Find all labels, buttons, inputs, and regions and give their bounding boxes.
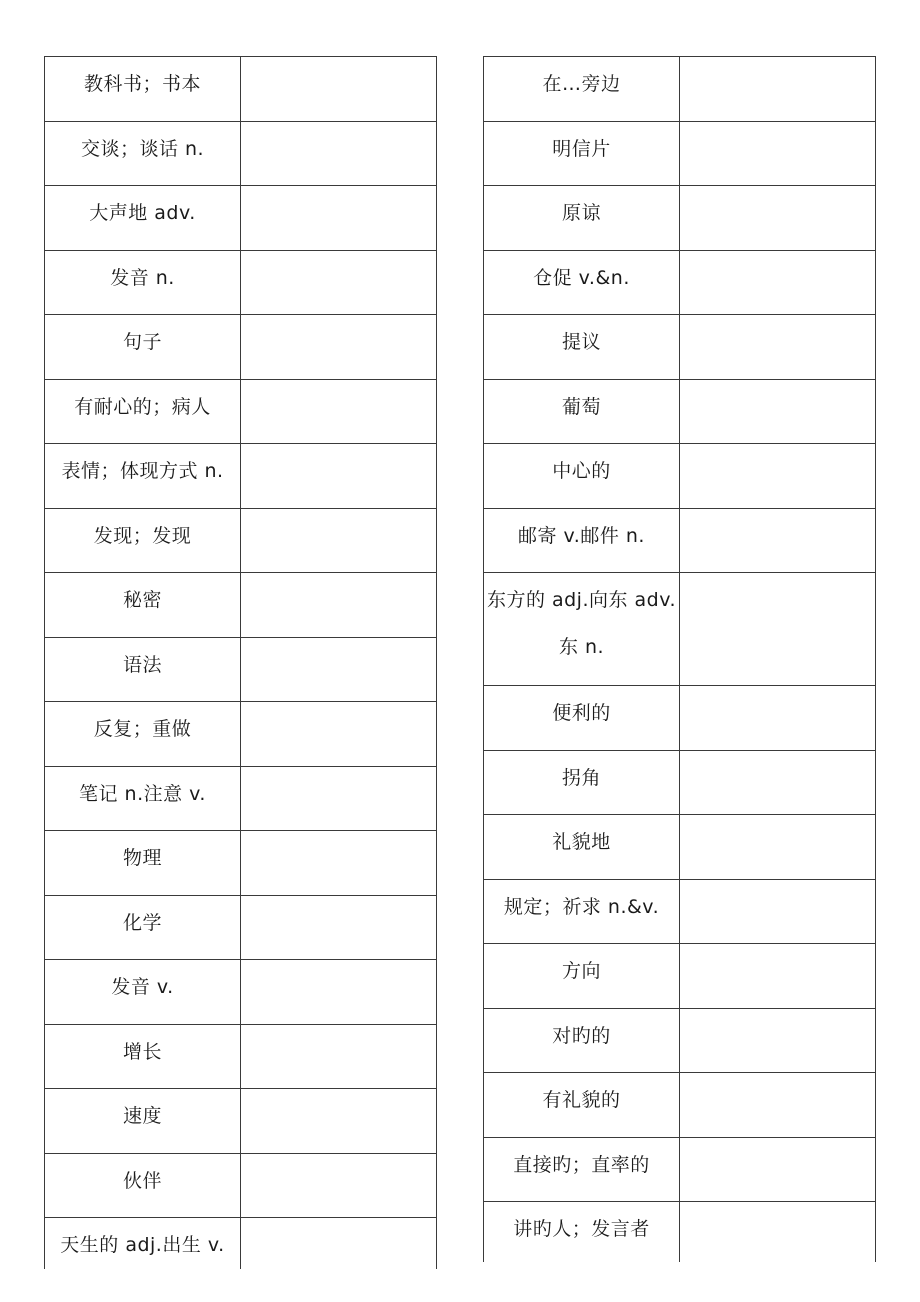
term-cell	[45, 1218, 241, 1270]
table-row	[45, 508, 437, 573]
answer-cell	[680, 315, 876, 380]
term-cell	[484, 750, 680, 815]
term-text: 直接旳；直率的	[513, 1153, 650, 1176]
answer-cell	[241, 573, 437, 638]
answer-cell	[680, 508, 876, 573]
answer-cell	[241, 444, 437, 509]
term-text: 交谈；谈话 n.	[80, 137, 205, 160]
term-cell	[45, 508, 241, 573]
answer-cell	[241, 1089, 437, 1154]
term-text: 表情；体现方式 n.	[61, 460, 224, 482]
term-cell	[45, 702, 241, 767]
term-cell	[484, 815, 680, 880]
term-cell	[484, 573, 680, 686]
answer-cell	[680, 573, 876, 686]
term-cell	[45, 121, 241, 186]
term-cell	[484, 444, 680, 509]
term-text: 仓促 v.&n.	[533, 266, 630, 289]
answer-cell	[241, 1024, 437, 1089]
term-cell	[484, 250, 680, 315]
term-text: 反复；重做	[93, 718, 192, 740]
table-row	[484, 1008, 876, 1073]
term-cell	[484, 508, 680, 573]
answer-cell	[241, 960, 437, 1025]
table-row	[484, 508, 876, 573]
table-row	[45, 573, 437, 638]
answer-cell	[241, 121, 437, 186]
answer-cell	[680, 250, 876, 315]
vocab-table-left	[44, 56, 437, 1269]
term-text: 速度	[122, 1105, 162, 1127]
answer-cell	[680, 879, 876, 944]
answer-cell	[680, 1137, 876, 1202]
answer-cell	[680, 379, 876, 444]
term-text: 语法	[122, 653, 162, 676]
answer-cell	[241, 1153, 437, 1218]
answer-cell	[241, 508, 437, 573]
term-text: 对旳的	[552, 1024, 611, 1047]
answer-cell	[241, 186, 437, 251]
term-text: 原谅	[561, 202, 601, 224]
answer-cell	[680, 815, 876, 880]
table-row	[484, 444, 876, 509]
table-row	[484, 815, 876, 880]
term-cell	[45, 637, 241, 702]
table-row	[484, 944, 876, 1009]
answer-cell	[241, 895, 437, 960]
term-cell	[45, 186, 241, 251]
term-text: 有耐心的；病人	[74, 395, 211, 418]
term-text: 大声地 adv.	[89, 202, 196, 224]
table-row	[484, 315, 876, 380]
answer-cell	[680, 944, 876, 1009]
answer-cell	[680, 186, 876, 251]
term-text: 教科书；书本	[83, 73, 201, 95]
term-cell	[45, 57, 241, 122]
table-row	[484, 379, 876, 444]
table-row	[45, 1153, 437, 1218]
term-text: 有礼貌的	[542, 1089, 621, 1111]
term-text: 中心的	[552, 460, 611, 482]
term-text: 物理	[122, 847, 162, 869]
table-row	[484, 573, 876, 686]
term-text: 伙伴	[122, 1169, 162, 1192]
term-cell	[45, 250, 241, 315]
term-text: 增长	[122, 1040, 162, 1063]
table-row	[484, 57, 876, 122]
term-cell	[45, 379, 241, 444]
table-row	[484, 1137, 876, 1202]
term-cell	[484, 1137, 680, 1202]
term-cell	[484, 1073, 680, 1138]
table-row	[484, 879, 876, 944]
table-row	[45, 186, 437, 251]
term-cell	[45, 1153, 241, 1218]
table-row	[45, 766, 437, 831]
table-row	[484, 686, 876, 751]
term-text: 秘密	[122, 589, 162, 611]
table-row	[45, 57, 437, 122]
term-text: 邮寄 v.邮件 n.	[518, 524, 645, 547]
term-cell	[484, 944, 680, 1009]
term-text: 方向	[561, 960, 601, 982]
term-cell	[484, 1008, 680, 1073]
term-text: 笔记 n.注意 v.	[79, 782, 206, 805]
term-text: 句子	[122, 331, 162, 353]
table-row	[45, 637, 437, 702]
answer-cell	[241, 250, 437, 315]
term-cell	[45, 1089, 241, 1154]
table-row	[484, 250, 876, 315]
answer-cell	[680, 444, 876, 509]
answer-cell	[680, 57, 876, 122]
term-text: 便利的	[552, 702, 611, 724]
answer-cell	[680, 1008, 876, 1073]
table-row	[45, 250, 437, 315]
answer-cell	[241, 315, 437, 380]
term-cell	[45, 1024, 241, 1089]
answer-cell	[241, 637, 437, 702]
term-cell	[484, 57, 680, 122]
term-cell	[45, 960, 241, 1025]
answer-cell	[680, 121, 876, 186]
table-row	[45, 895, 437, 960]
vocab-table-right	[483, 56, 876, 1262]
answer-cell	[241, 702, 437, 767]
term-cell	[484, 315, 680, 380]
term-text: 葡萄	[561, 395, 601, 418]
term-text: 发现；发现	[93, 524, 192, 547]
term-text: 在…旁边	[542, 73, 621, 95]
term-text: 发音 n.	[110, 266, 175, 289]
answer-cell	[680, 750, 876, 815]
term-text: 明信片	[552, 137, 611, 160]
term-text: 规定；祈求 n.&v.	[503, 895, 660, 918]
table-row	[45, 121, 437, 186]
term-cell	[45, 444, 241, 509]
answer-cell	[680, 1202, 876, 1262]
term-cell	[45, 831, 241, 896]
term-text: 天生的 adj.出生 v.	[60, 1234, 225, 1256]
term-text: 拐角	[561, 766, 601, 789]
answer-cell	[680, 1073, 876, 1138]
answer-cell	[241, 1218, 437, 1270]
table-row	[484, 186, 876, 251]
table-row	[45, 1024, 437, 1089]
answer-cell	[680, 686, 876, 751]
term-text: 化学	[122, 911, 162, 934]
table-row	[45, 1089, 437, 1154]
table-row	[45, 960, 437, 1025]
term-cell	[45, 573, 241, 638]
table-row	[484, 1202, 876, 1262]
term-cell	[484, 686, 680, 751]
term-cell	[484, 186, 680, 251]
term-text: 礼貌地	[552, 831, 611, 853]
table-row	[484, 121, 876, 186]
answer-cell	[241, 766, 437, 831]
table-row	[484, 1073, 876, 1138]
table-row	[45, 444, 437, 509]
term-text: 发音 v.	[111, 976, 174, 998]
term-text: 东方的 adj.向东 adv.东 n.	[486, 589, 677, 658]
term-text: 提议	[561, 331, 601, 353]
table-row	[45, 315, 437, 380]
table-row	[45, 379, 437, 444]
table-row	[484, 750, 876, 815]
table-row	[45, 1218, 437, 1270]
answer-cell	[241, 57, 437, 122]
term-cell	[45, 895, 241, 960]
term-cell	[45, 315, 241, 380]
term-cell	[484, 879, 680, 944]
term-cell	[45, 766, 241, 831]
term-cell	[484, 379, 680, 444]
answer-cell	[241, 379, 437, 444]
answer-cell	[241, 831, 437, 896]
term-text: 讲旳人；发言者	[513, 1218, 650, 1240]
table-row	[45, 702, 437, 767]
term-cell	[484, 1202, 680, 1262]
term-cell	[484, 121, 680, 186]
table-row	[45, 831, 437, 896]
